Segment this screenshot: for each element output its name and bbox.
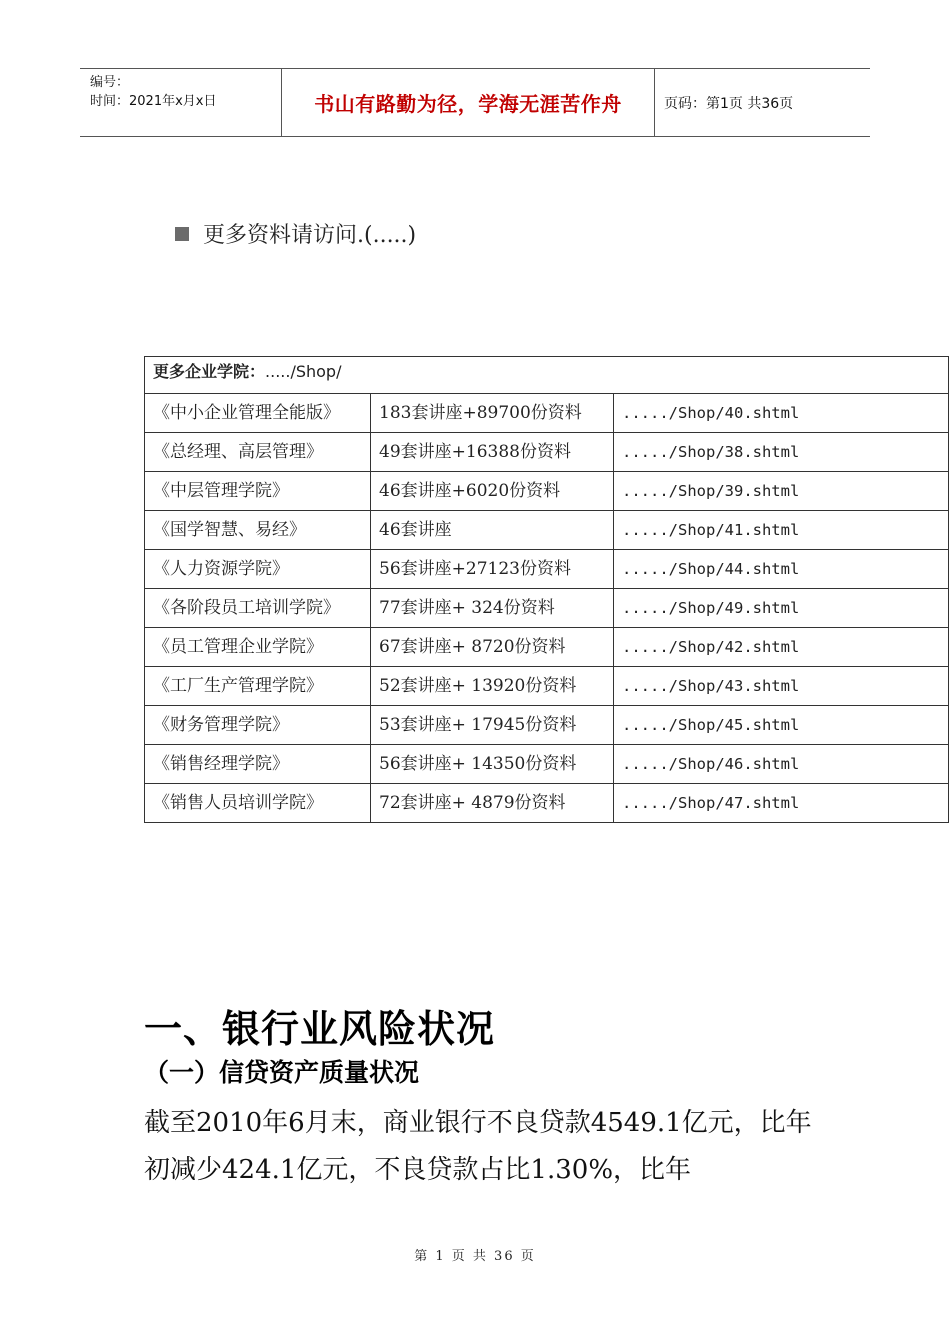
more-resources-link[interactable]: 更多资料请访问.(.....) xyxy=(203,223,417,248)
resource-url-cell[interactable]: ...../Shop/39.shtml xyxy=(614,472,949,511)
header-divider xyxy=(654,69,655,136)
resource-url-cell[interactable]: ...../Shop/41.shtml xyxy=(614,511,949,550)
resource-desc-cell: 56套讲座+ 14350份资料 xyxy=(371,745,614,784)
resource-name-cell: 《各阶段员工培训学院》 xyxy=(145,589,371,628)
resource-url-cell[interactable]: ...../Shop/46.shtml xyxy=(614,745,949,784)
resource-url-cell[interactable]: ...../Shop/38.shtml xyxy=(614,433,949,472)
table-header-url[interactable]: ...../Shop/ xyxy=(265,362,342,381)
resource-name-cell: 《总经理、高层管理》 xyxy=(145,433,371,472)
table-header-label: 更多企业学院： xyxy=(153,362,266,381)
body-paragraph: 截至2010年6月末，商业银行不良贷款4549.1亿元，比年初减少424.1亿元，不良贷款占比1.30%，比年 xyxy=(144,1108,812,1185)
resource-desc-cell: 46套讲座+6020份资料 xyxy=(371,472,614,511)
resource-url-cell[interactable]: ...../Shop/44.shtml xyxy=(614,550,949,589)
header-time-label: 时间：2021年x月x日 xyxy=(90,94,217,109)
table-row xyxy=(145,433,949,472)
table-row xyxy=(145,472,949,511)
resource-name-cell: 《国学智慧、易经》 xyxy=(145,511,371,550)
more-resources-line xyxy=(175,218,416,249)
resource-name-cell: 《员工管理企业学院》 xyxy=(145,628,371,667)
resource-url-cell[interactable]: ...../Shop/40.shtml xyxy=(614,394,949,433)
header-motto: 书山有路勤为径，学海无涯苦作舟 xyxy=(314,92,622,116)
resource-name-cell: 《财务管理学院》 xyxy=(145,706,371,745)
resource-name-cell: 《工厂生产管理学院》 xyxy=(145,667,371,706)
resource-name-cell: 《销售人员培训学院》 xyxy=(145,784,371,823)
resource-desc-cell: 67套讲座+ 8720份资料 xyxy=(371,628,614,667)
square-bullet-icon xyxy=(175,227,189,241)
header-number-label: 编号： xyxy=(90,75,130,90)
header-page-info: 页码：第1页 共36页 xyxy=(664,95,794,112)
table-row xyxy=(145,706,949,745)
resource-url-cell[interactable]: ...../Shop/45.shtml xyxy=(614,706,949,745)
resource-desc-cell: 72套讲座+ 4879份资料 xyxy=(371,784,614,823)
resource-desc-cell: 77套讲座+ 324份资料 xyxy=(371,589,614,628)
table-header-cell xyxy=(145,357,949,394)
table-row xyxy=(145,745,949,784)
table-row xyxy=(145,394,949,433)
resource-desc-cell: 49套讲座+16388份资料 xyxy=(371,433,614,472)
resource-url-cell[interactable]: ...../Shop/47.shtml xyxy=(614,784,949,823)
resource-desc-cell: 183套讲座+89700份资料 xyxy=(371,394,614,433)
header-meta xyxy=(90,73,285,111)
resource-desc-cell: 46套讲座 xyxy=(371,511,614,550)
table-header-row xyxy=(145,357,949,394)
subsection-title: （一）信贷资产质量状况 xyxy=(144,1058,420,1087)
resource-table xyxy=(144,356,949,823)
table-row xyxy=(145,589,949,628)
resource-url-cell[interactable]: ...../Shop/43.shtml xyxy=(614,667,949,706)
resource-desc-cell: 56套讲座+27123份资料 xyxy=(371,550,614,589)
table-row xyxy=(145,511,949,550)
section-title: 一、银行业风险状况 xyxy=(144,1007,496,1051)
resource-name-cell: 《中小企业管理全能版》 xyxy=(145,394,371,433)
table-row xyxy=(145,667,949,706)
resource-name-cell: 《销售经理学院》 xyxy=(145,745,371,784)
resource-desc-cell: 53套讲座+ 17945份资料 xyxy=(371,706,614,745)
resource-url-cell[interactable]: ...../Shop/49.shtml xyxy=(614,589,949,628)
resource-name-cell: 《中层管理学院》 xyxy=(145,472,371,511)
page-footer: 第 1 页 共 36 页 xyxy=(414,1249,536,1264)
page-header xyxy=(80,68,870,137)
resource-desc-cell: 52套讲座+ 13920份资料 xyxy=(371,667,614,706)
table-row xyxy=(145,550,949,589)
resource-url-cell[interactable]: ...../Shop/42.shtml xyxy=(614,628,949,667)
table-row xyxy=(145,628,949,667)
table-row xyxy=(145,784,949,823)
resource-name-cell: 《人力资源学院》 xyxy=(145,550,371,589)
